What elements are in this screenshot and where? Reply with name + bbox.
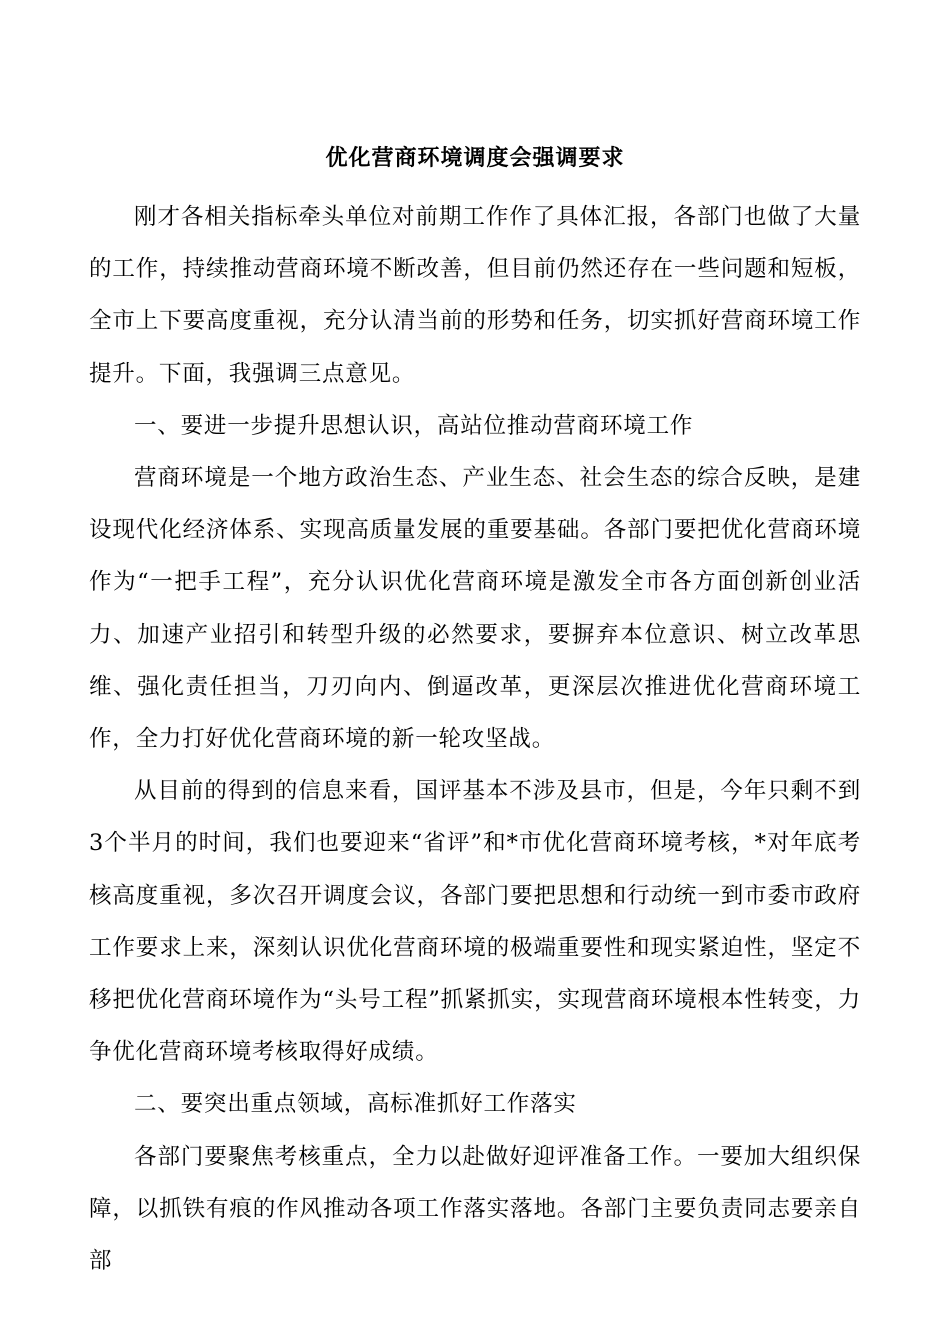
section-heading-2: 二、要突出重点领域，高标准抓好工作落实 xyxy=(134,1091,577,1118)
document-body xyxy=(89,137,861,1287)
document-title: 优化营商环境调度会强调要求 xyxy=(325,145,625,171)
paragraph-section1-b: 从目前的得到的信息来看，国评基本不涉及县市，但是，今年只剩不到3个半月的时间，我们也要迎来“省评”和*市优化营商环境考核，*对年底考核高度重视，多次召开调度会议，各部门要把思想和行动统一到市委市政府工作要求上来，深刻认识优化营商环境的极端重要性和现实紧迫性，坚定不移把优化营商环境作为“头号工程”抓紧抓实，实现营商环境根本性转变，力争优化营商环境考核取得好成绩。 xyxy=(89,778,861,1066)
section-heading-1: 一、要进一步提升思想认识，高站位推动营商环境工作 xyxy=(134,412,694,439)
title-spacer xyxy=(89,179,861,191)
paragraph-section2-a: 各部门要聚焦考核重点，全力以赴做好迎评准备工作。一要加大组织保障，以抓铁有痕的作风推动各项工作落实落地。各部门主要负责同志要亲自部 xyxy=(89,1143,861,1275)
paragraph-intro: 刚才各相关指标牵头单位对前期工作作了具体汇报，各部门也做了大量的工作，持续推动营商环境不断改善，但目前仍然还存在一些问题和短板，全市上下要高度重视，充分认清当前的形势和任务，切实抓好营商环境工作提升。下面，我强调三点意见。 xyxy=(89,204,861,387)
paragraph-section1-a: 营商环境是一个地方政治生态、产业生态、社会生态的综合反映，是建设现代化经济体系、实现高质量发展的重要基础。各部门要把优化营商环境作为“一把手工程”，充分认识优化营商环境是激发全市各方面创新创业活力、加速产业招引和转型升级的必然要求，要摒弃本位意识、树立改革思维、强化责任担当，刀刃向内、倒逼改革，更深层次推进优化营商环境工作，全力打好优化营商环境的新一轮攻坚战。 xyxy=(89,465,861,753)
